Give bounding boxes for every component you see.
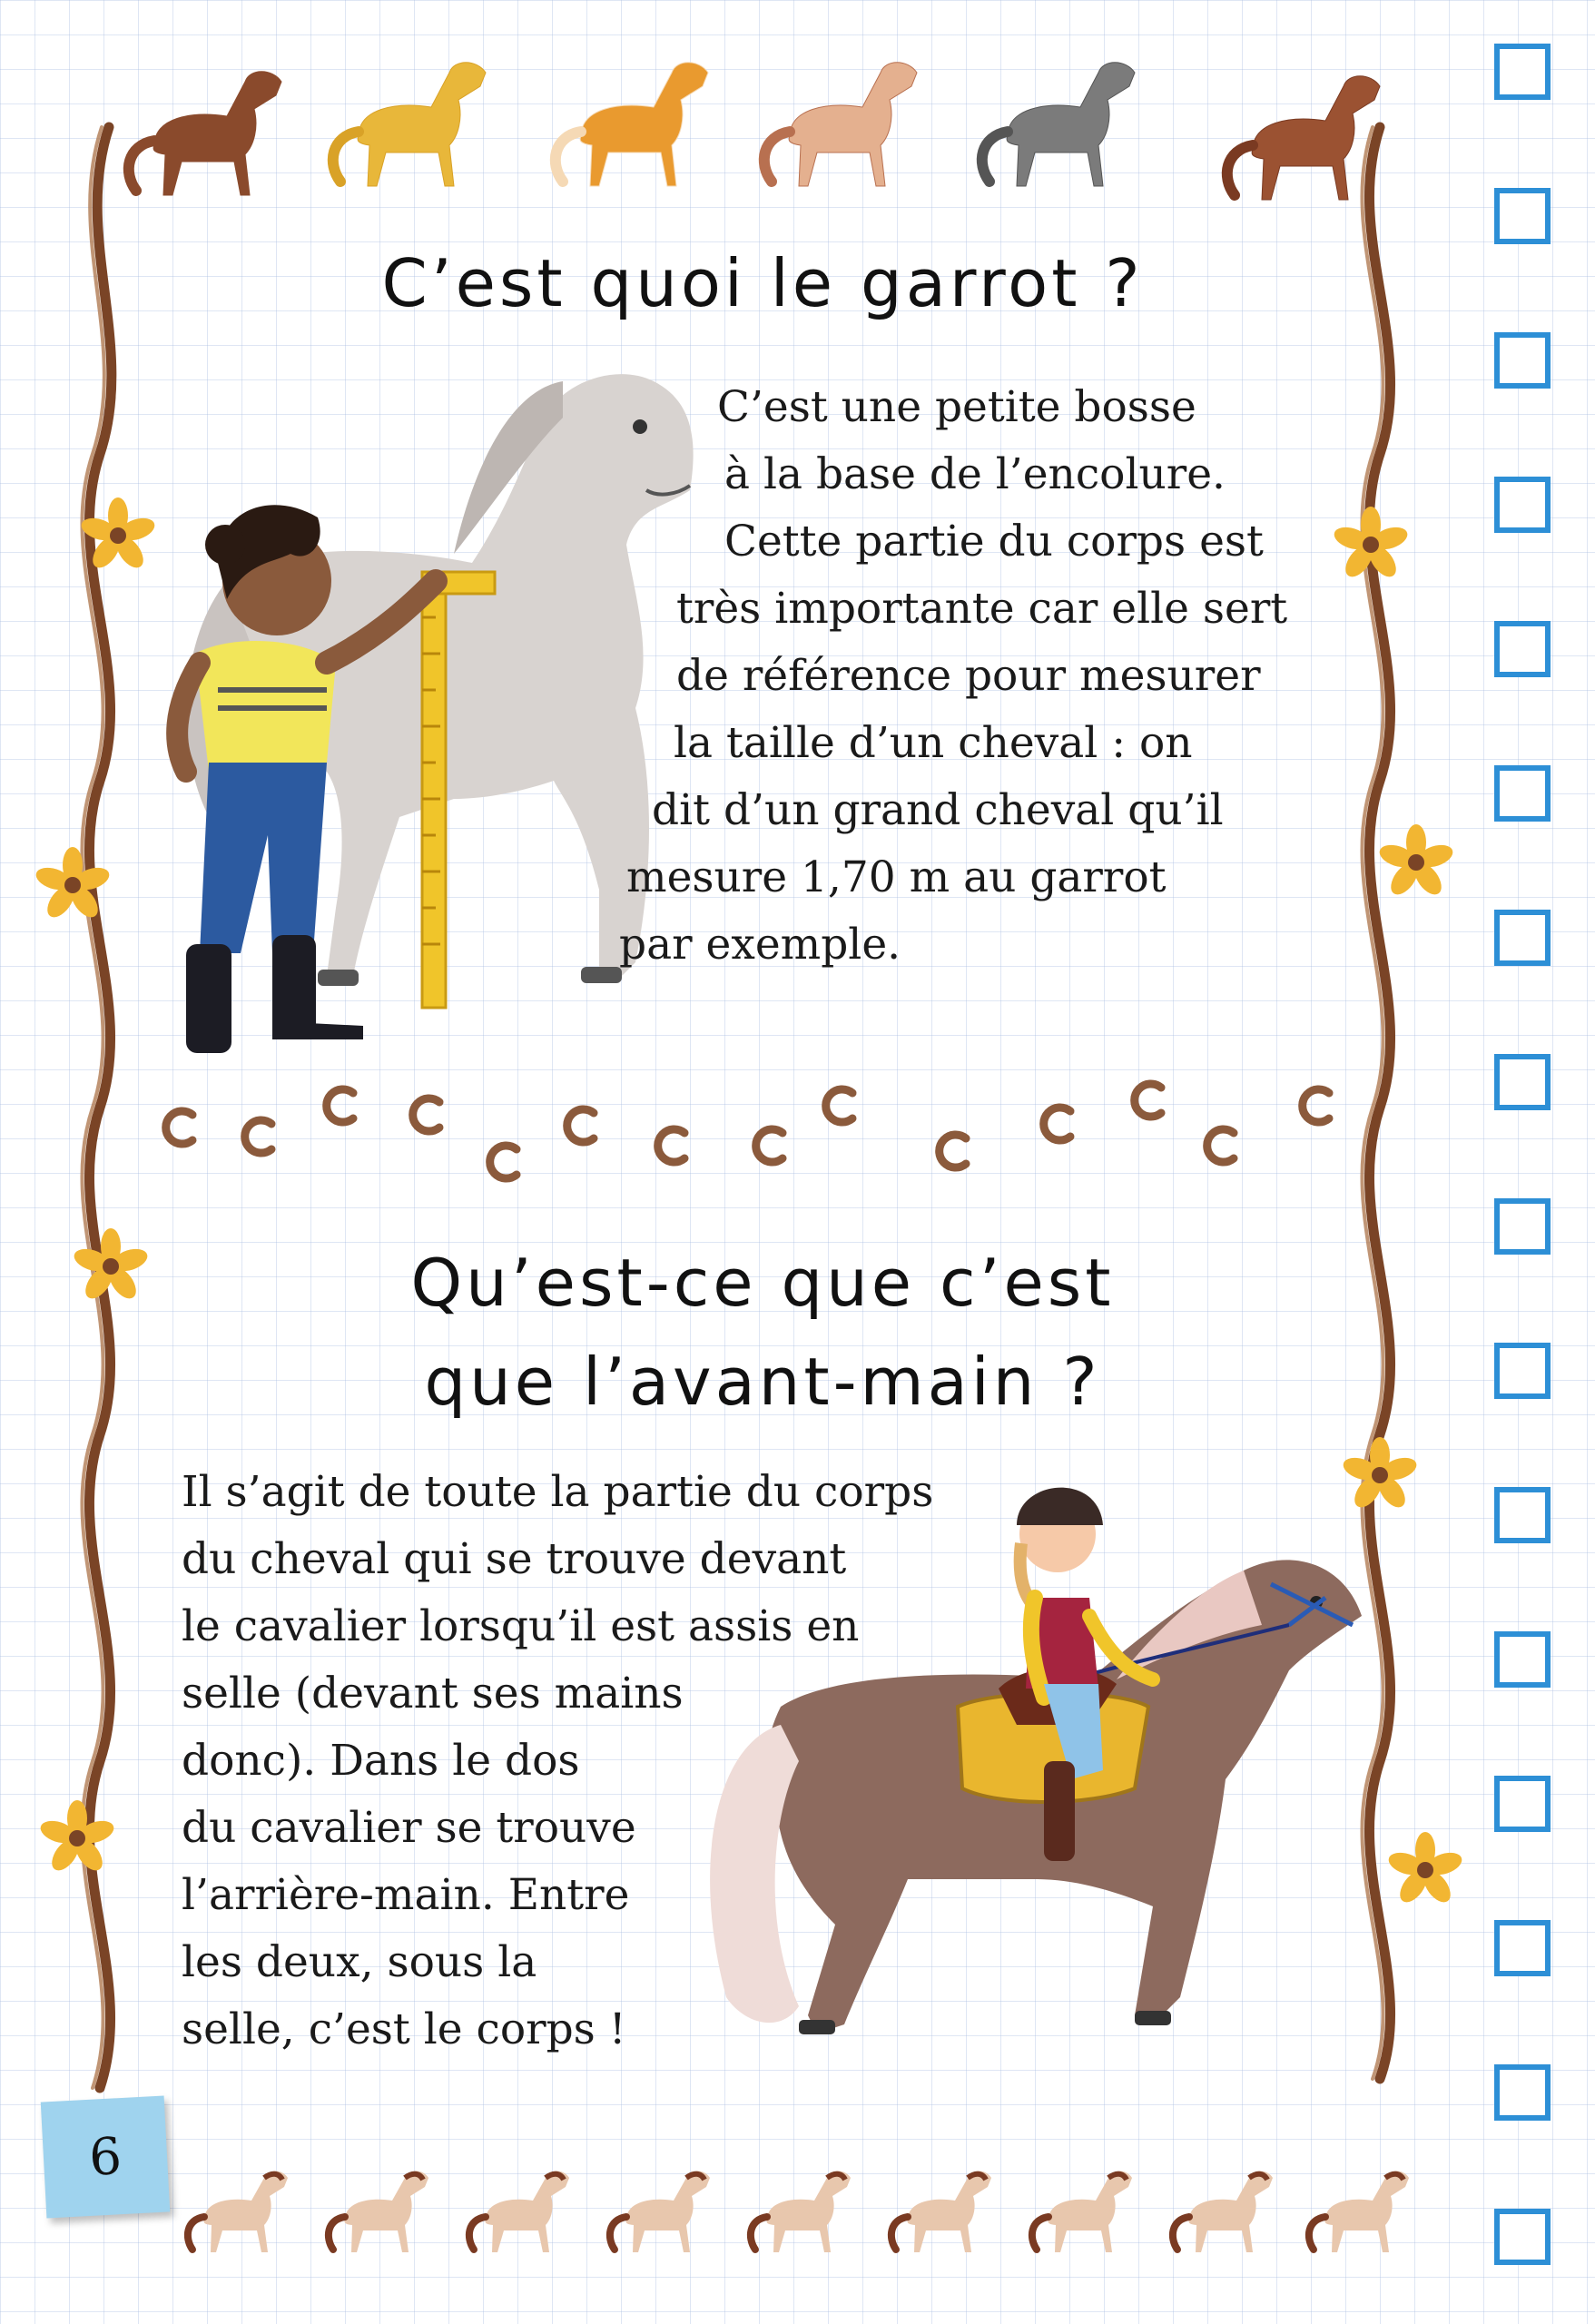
checkbox-icon[interactable] [1494, 188, 1551, 244]
section-1-line: dit d’un grand cheval qu’il [652, 785, 1224, 835]
section-1-line: très importante car elle sert [676, 584, 1288, 634]
page-number: 6 [41, 2096, 171, 2219]
section-2-title-line-1: Qu’est-ce que c’est [410, 1245, 1115, 1321]
checkbox-icon[interactable] [1494, 477, 1551, 533]
section-1-line: à la base de l’encolure. [724, 449, 1226, 499]
section-1-title: C’est quoi le garrot ? [381, 245, 1144, 321]
checkbox-icon[interactable] [1494, 1776, 1551, 1832]
checkbox-icon[interactable] [1494, 2064, 1551, 2121]
checkbox-icon[interactable] [1494, 910, 1551, 966]
section-2-line: les deux, sous la [182, 1937, 537, 1987]
checkbox-icon[interactable] [1494, 765, 1551, 822]
checkbox-icon[interactable] [1494, 1054, 1551, 1110]
section-2-line: le cavalier lorsqu’il est assis en [182, 1601, 860, 1651]
section-1-line: de référence pour mesurer [676, 651, 1261, 701]
checkbox-icon[interactable] [1494, 2209, 1551, 2265]
checkbox-icon[interactable] [1494, 1487, 1551, 1543]
section-1-line: par exemple. [619, 920, 901, 970]
section-1-line: la taille d’un cheval : on [674, 718, 1193, 768]
checkbox-icon[interactable] [1494, 621, 1551, 677]
checkbox-icon[interactable] [1494, 1920, 1551, 1976]
checkbox-icon[interactable] [1494, 1631, 1551, 1688]
section-2-line: donc). Dans le dos [182, 1736, 580, 1786]
section-1-line: C’est une petite bosse [717, 382, 1196, 432]
section-2-title-line-2: que l’avant-main ? [424, 1344, 1101, 1420]
section-2-line: selle (devant ses mains [182, 1669, 684, 1718]
section-1-line: Cette partie du corps est [724, 517, 1264, 566]
section-2-line: l’arrière-main. Entre [182, 1870, 630, 1920]
section-2-line: du cheval qui se trouve devant [182, 1534, 847, 1584]
checkbox-icon[interactable] [1494, 44, 1551, 100]
section-2-line: du cavalier se trouve [182, 1803, 636, 1853]
section-2-line: Il s’agit de toute la partie du corps [182, 1467, 934, 1517]
section-1-line: mesure 1,70 m au garrot [626, 852, 1167, 902]
section-2-line: selle, c’est le corps ! [182, 2004, 626, 2054]
checkbox-icon[interactable] [1494, 332, 1551, 389]
